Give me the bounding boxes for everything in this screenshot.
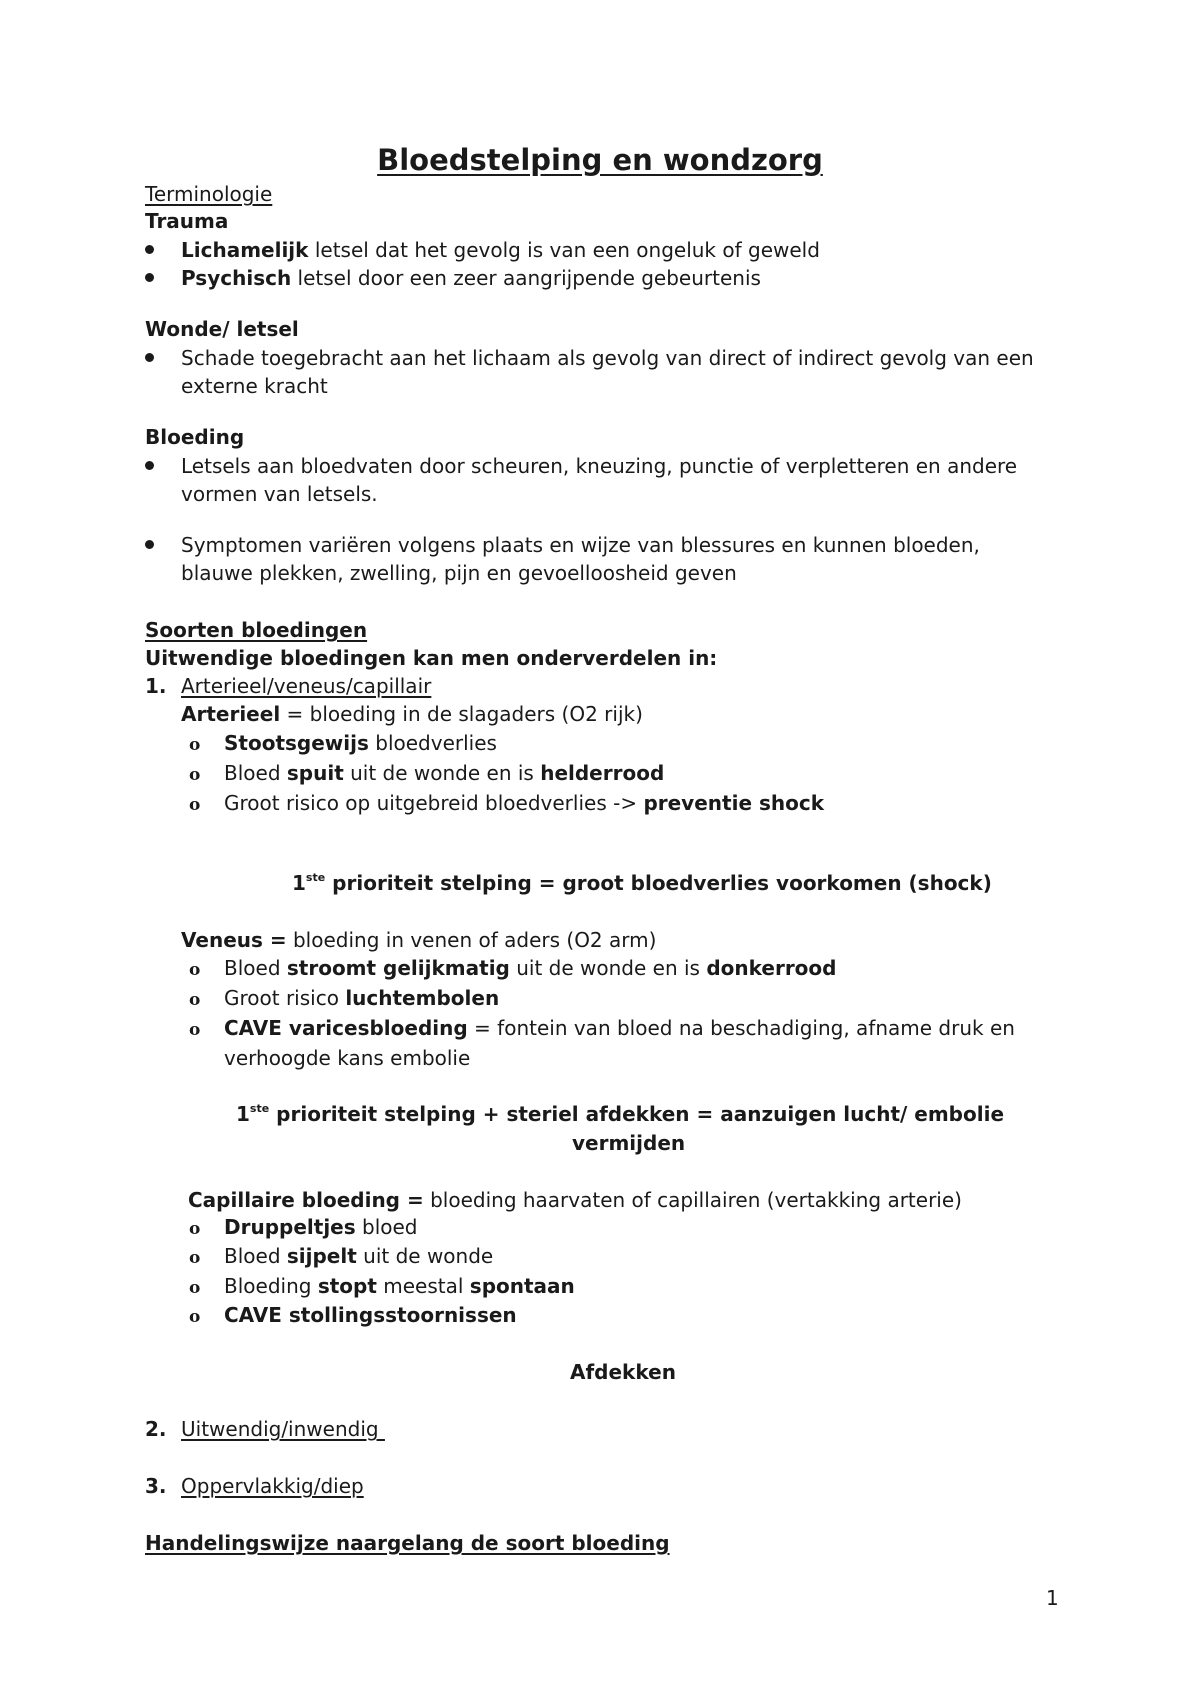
list-item: Groot risico luchtembolen <box>224 986 500 1010</box>
list-item: Bloed stroomt gelijkmatig uit de wonde en is donkerrood <box>224 956 837 980</box>
list-number: 2. <box>145 1417 167 1441</box>
list-item: Letsels aan bloedvaten door scheuren, kneuzing, punctie of verpletteren en andere <box>181 454 1018 478</box>
list-item: Psychisch letsel door een zeer aangrijpende gebeurtenis <box>181 266 761 290</box>
bullet-icon <box>145 461 154 470</box>
list-item: Bloeding stopt meestal spontaan <box>224 1274 575 1298</box>
circle-bullet-icon: o <box>189 795 201 815</box>
heading-trauma: Trauma <box>145 209 229 233</box>
subheading-uitwendig-inwendig: Uitwendig/inwendig <box>181 1417 385 1441</box>
page-number: 1 <box>1046 1586 1059 1610</box>
subheading-arterieel-veneus-capillair: Arterieel/veneus/capillair <box>181 674 432 698</box>
subheading-oppervlakkig-diep: Oppervlakkig/diep <box>181 1474 364 1498</box>
list-item: Stootsgewijs bloedverlies <box>224 731 497 755</box>
circle-bullet-icon: o <box>189 990 201 1010</box>
veneus-definition: Veneus = bloeding in venen of aders (O2 arm) <box>181 928 657 952</box>
heading-bloeding: Bloeding <box>145 425 245 449</box>
heading-soorten-bloedingen: Soorten bloedingen <box>145 618 368 642</box>
soorten-intro: Uitwendige bloedingen kan men onderverdelen in: <box>145 646 718 670</box>
capillair-definition: Capillaire bloeding = bloeding haarvaten of capillairen (vertakking arterie) <box>188 1188 962 1212</box>
list-item-continuation: vormen van letsels. <box>181 482 378 506</box>
list-item: Lichamelijk letsel dat het gevolg is van een ongeluk of geweld <box>181 238 820 262</box>
list-item: CAVE varicesbloeding = fontein van bloed na beschadiging, afname druk en <box>224 1016 1015 1040</box>
list-item: Druppeltjes bloed <box>224 1215 418 1239</box>
circle-bullet-icon: o <box>189 1219 201 1239</box>
circle-bullet-icon: o <box>189 1248 201 1268</box>
list-item-continuation: externe kracht <box>181 374 328 398</box>
circle-bullet-icon: o <box>189 960 201 980</box>
list-item-continuation: blauwe plekken, zwelling, pijn en gevoelloosheid geven <box>181 561 737 585</box>
afdekken-label: Afdekken <box>570 1360 676 1384</box>
bullet-icon <box>145 540 154 549</box>
priority-arterieel: 1ste prioriteit stelping = groot bloedverlies voorkomen (shock) <box>292 871 992 895</box>
list-item: Schade toegebracht aan het lichaam als gevolg van direct of indirect gevolg van een <box>181 346 1034 370</box>
heading-terminologie: Terminologie <box>145 182 273 206</box>
list-item: Symptomen variëren volgens plaats en wijze van blessures en kunnen bloeden, <box>181 533 980 557</box>
heading-handelingswijze: Handelingswijze naargelang de soort bloeding <box>145 1531 670 1555</box>
circle-bullet-icon: o <box>189 1278 201 1298</box>
bullet-icon <box>145 353 154 362</box>
circle-bullet-icon: o <box>189 1020 201 1040</box>
circle-bullet-icon: o <box>189 1307 201 1327</box>
list-item: Bloed sijpelt uit de wonde <box>224 1244 494 1268</box>
bullet-icon <box>145 245 154 254</box>
list-item: Groot risico op uitgebreid bloedverlies -> preventie shock <box>224 791 825 815</box>
list-item: Bloed spuit uit de wonde en is helderrood <box>224 761 665 785</box>
list-item: CAVE stollingsstoornissen <box>224 1303 517 1327</box>
priority-veneus: 1ste prioriteit stelping + steriel afdekken = aanzuigen lucht/ embolie <box>236 1102 1005 1126</box>
document-title: Bloedstelping en wondzorg <box>377 143 823 177</box>
heading-wonde: Wonde/ letsel <box>145 317 299 341</box>
circle-bullet-icon: o <box>189 765 201 785</box>
list-number: 1. <box>145 674 167 698</box>
list-item-continuation: verhoogde kans embolie <box>224 1046 471 1070</box>
list-number: 3. <box>145 1474 167 1498</box>
bullet-icon <box>145 273 154 282</box>
arterieel-definition: Arterieel = bloeding in de slagaders (O2 rijk) <box>181 702 643 726</box>
priority-veneus-continuation: vermijden <box>572 1131 686 1155</box>
circle-bullet-icon: o <box>189 735 201 755</box>
